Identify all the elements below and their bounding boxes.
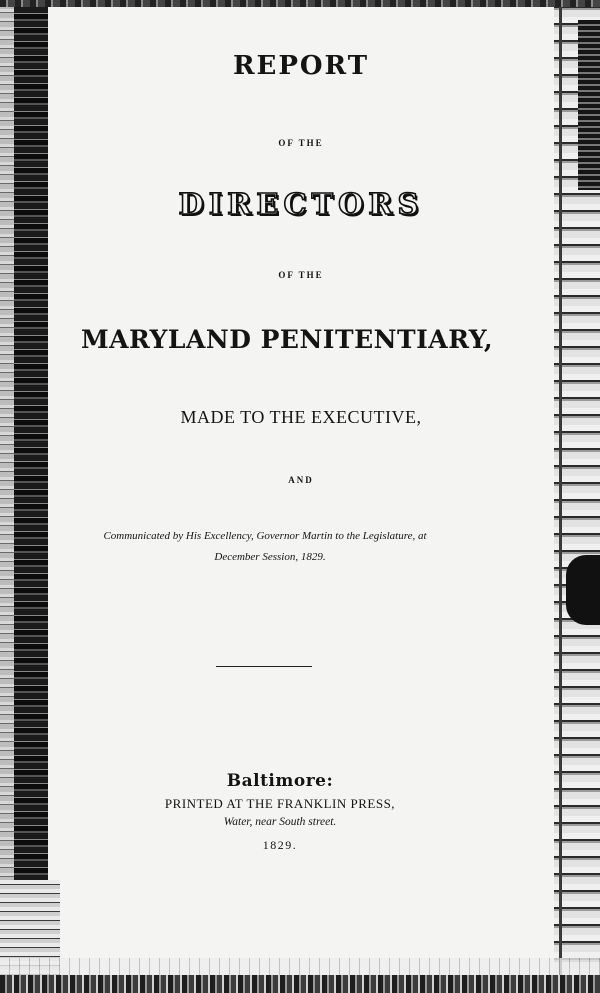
right-top-scan-artifact <box>578 20 600 190</box>
left-scan-strip <box>0 0 14 993</box>
title-page <box>48 7 554 958</box>
communicated-line: Communicated by His Excellency, Governor Martin to the Legislature, at <box>103 530 427 542</box>
imprint-year: 1829. <box>262 838 298 852</box>
and-line: AND <box>288 475 314 485</box>
imprint-printer: PRINTED AT THE FRANKLIN PRESS, <box>164 796 396 811</box>
right-edge-line <box>559 0 562 993</box>
imprint-city: Baltimore: <box>226 771 334 791</box>
title-directors: DIRECTORS <box>178 187 424 221</box>
bottom-scan-strip <box>0 958 600 976</box>
session-line: December Session, 1829. <box>214 551 326 563</box>
top-page-edge <box>0 0 600 7</box>
right-scan-artifact <box>566 555 600 625</box>
bottom-page-edge <box>0 975 600 993</box>
title-report: REPORT <box>232 51 370 81</box>
of-the-line-2: OF THE <box>278 270 324 280</box>
imprint-address: Water, near South street. <box>223 816 337 828</box>
title-institution: MARYLAND PENITENTIARY, <box>80 325 494 354</box>
made-to-line: MADE TO THE EXECUTIVE, <box>180 407 422 427</box>
of-the-line-1: OF THE <box>278 138 324 148</box>
divider-rule <box>216 666 312 667</box>
